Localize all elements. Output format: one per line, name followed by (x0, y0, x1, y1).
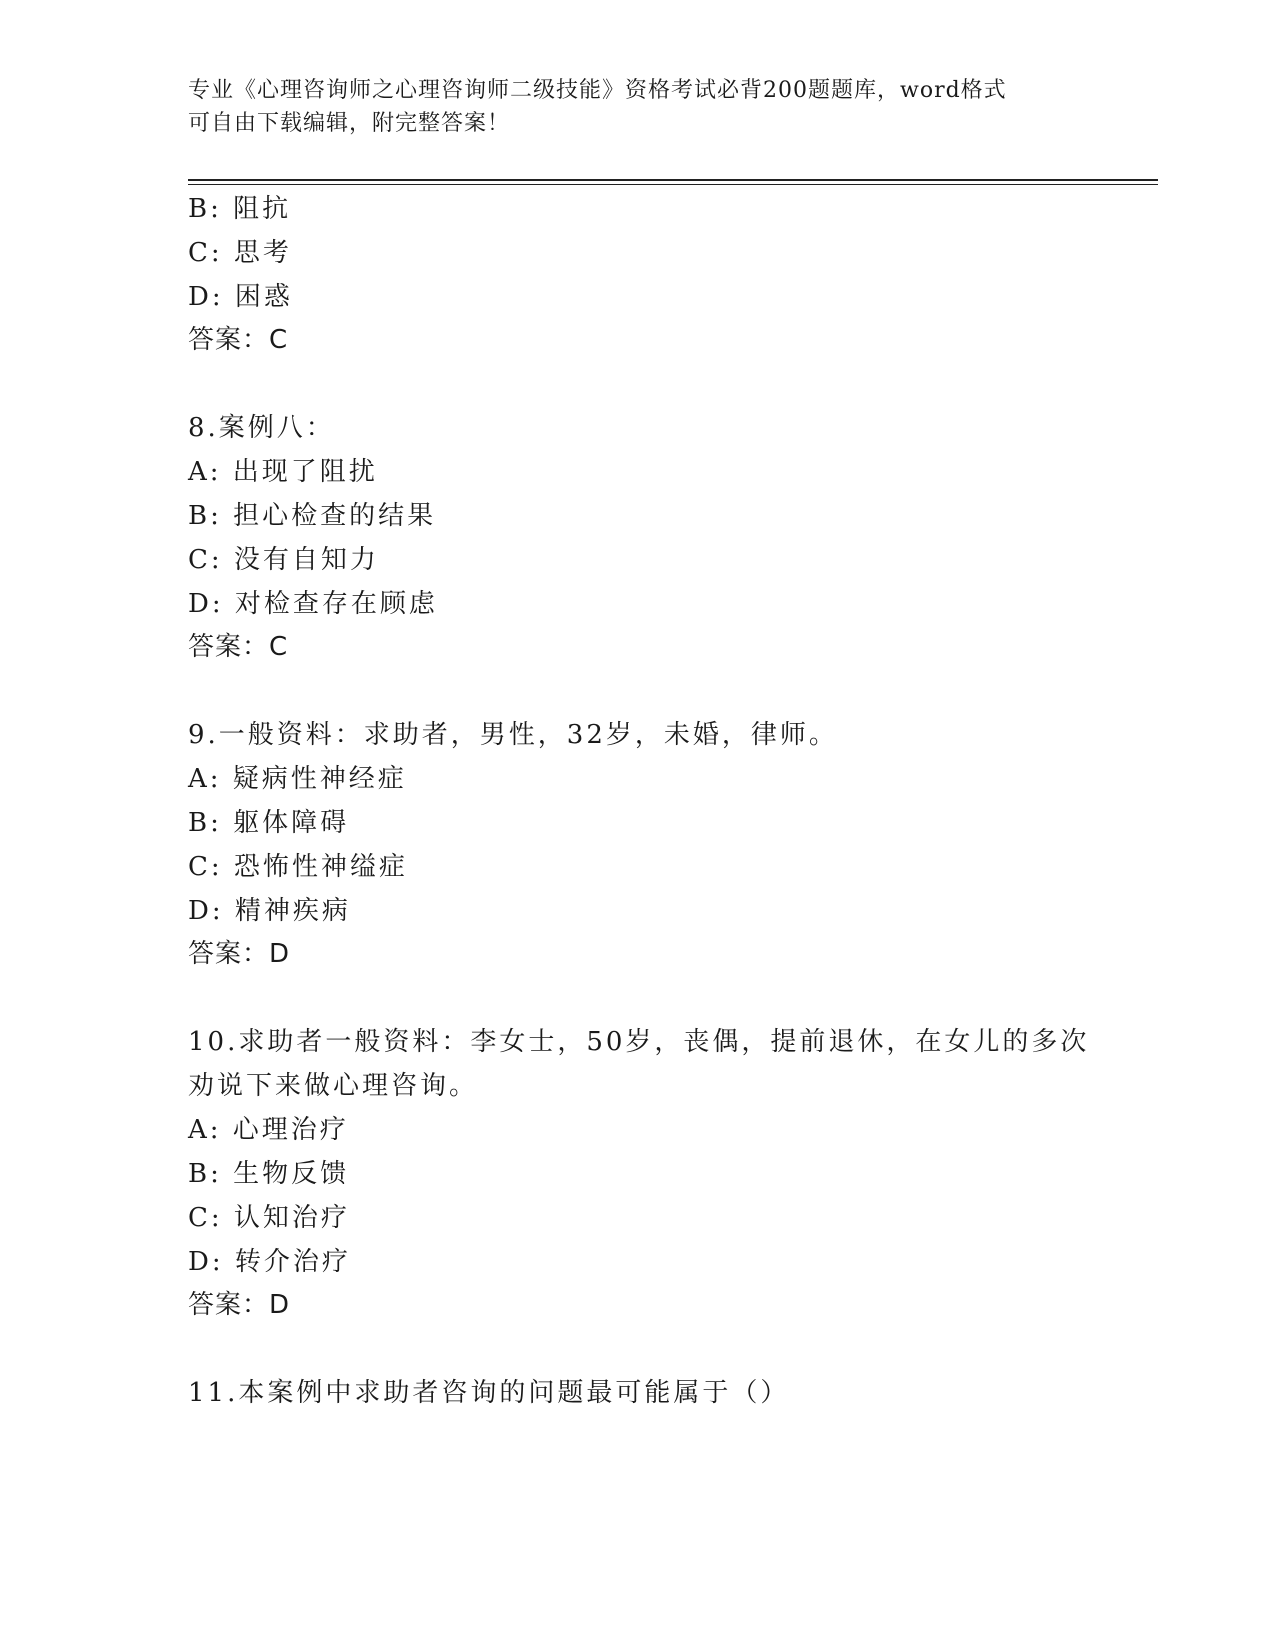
q9-option-c: C: 恐怖性神缢症 (188, 852, 408, 882)
prev-option-c: C: 思考 (188, 238, 292, 268)
q9-option-d: D: 精神疾病 (188, 896, 351, 926)
q8-answer: 答案：C (188, 632, 289, 662)
header-line-1: 专业《心理咨询师之心理咨询师二级技能》资格考试必背200题题库，word格式 (188, 78, 1007, 103)
q8-stem: 8.案例八： (188, 413, 335, 443)
q10-stem-line-2: 劝说下来做心理咨询。 (188, 1071, 479, 1101)
q9-option-a: A: 疑病性神经症 (188, 764, 407, 794)
q9-option-b: B: 躯体障碍 (188, 808, 350, 838)
q10-option-a: A: 心理治疗 (188, 1115, 349, 1145)
prev-option-d: D: 困惑 (188, 282, 293, 312)
q8-option-b: B: 担心检查的结果 (188, 501, 437, 531)
q11-stem: 11.本案例中求助者咨询的问题最可能属于（） (188, 1378, 790, 1408)
q10-option-d: D: 转介治疗 (188, 1247, 351, 1277)
prev-answer: 答案：C (188, 325, 289, 355)
header-divider (188, 179, 1158, 185)
q10-answer: 答案：D (188, 1290, 291, 1320)
q8-option-a: A: 出现了阻扰 (188, 457, 378, 487)
document-header (188, 74, 1088, 140)
header-line-2: 可自由下载编辑，附完整答案！ (188, 111, 511, 136)
q9-answer: 答案：D (188, 939, 291, 969)
q10-option-c: C: 认知治疗 (188, 1203, 350, 1233)
q8-option-d: D: 对检查存在顾虑 (188, 589, 438, 619)
q10-option-b: B: 生物反馈 (188, 1159, 350, 1189)
prev-option-b: B: 阻抗 (188, 194, 292, 224)
q10-stem-line-1: 10.求助者一般资料：李女士，50岁，丧偶，提前退休，在女儿的多次 (188, 1027, 1090, 1057)
q8-option-c: C: 没有自知力 (188, 545, 379, 575)
q9-stem: 9.一般资料：求助者，男性，32岁，未婚，律师。 (188, 720, 838, 750)
